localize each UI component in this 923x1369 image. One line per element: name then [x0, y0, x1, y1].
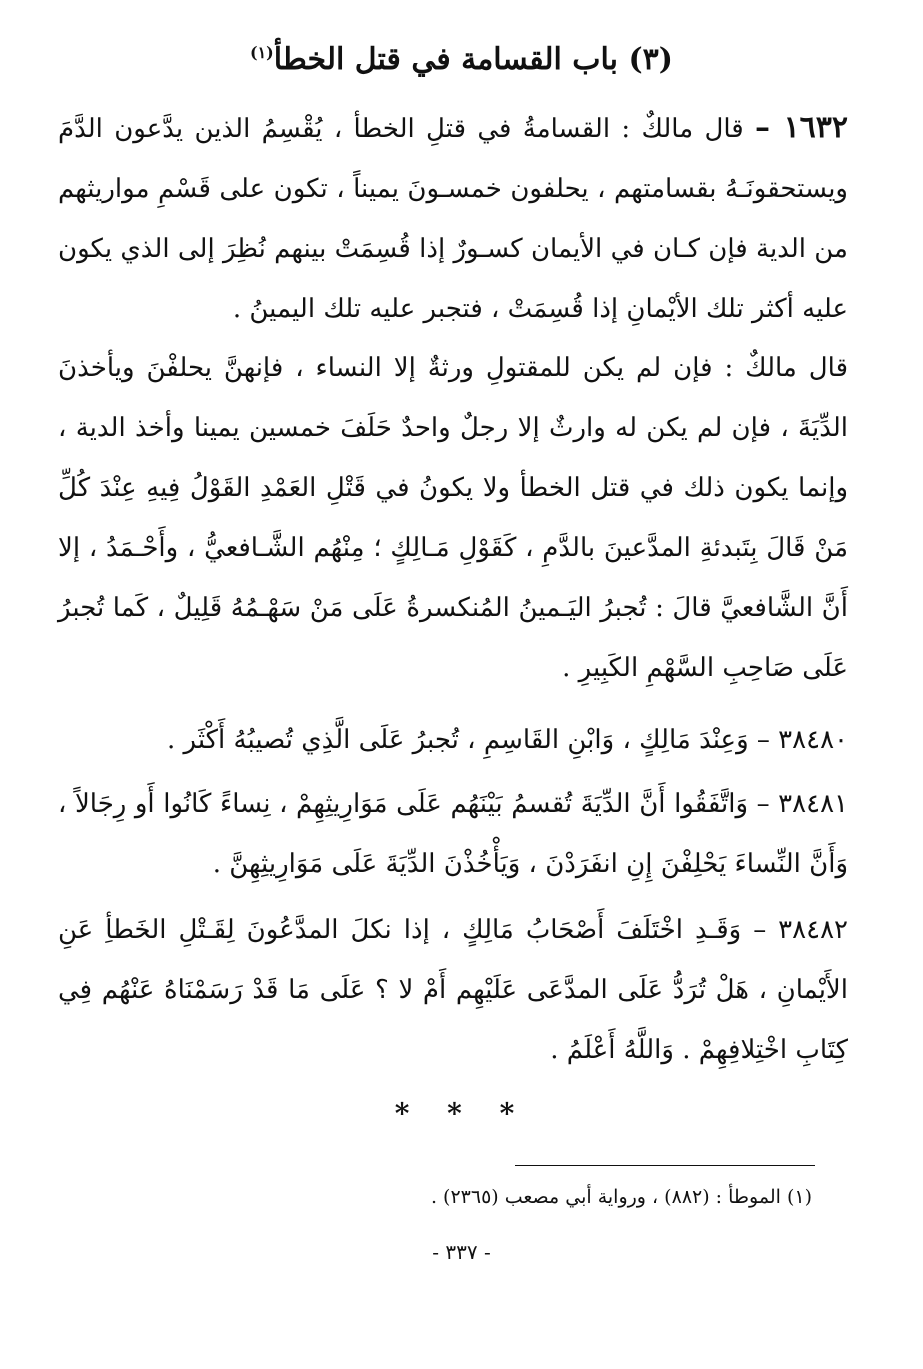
paragraph-38480: [58, 710, 848, 770]
paragraph-number: ٣٨٤٨٢ –: [753, 915, 848, 945]
footnote-divider: [515, 1165, 815, 1166]
paragraph-malik-women: [58, 338, 848, 698]
section-separator: * * *: [394, 1097, 529, 1130]
paragraph-text: وَعِنْدَ مَالِكٍ ، وَابْنِ القَاسِمِ ، تُجبرُ عَلَى الَّذِي تُصيبُهُ أَكْثَر .: [166, 725, 749, 755]
paragraph-1632: [58, 98, 848, 339]
paragraph-38481: [58, 774, 848, 894]
paragraph-text: وَقَـدِ اخْتَلَفَ أَصْحَابُ مَالِكٍ ، إذا نكلَ المدَّعُونَ لِقَـتْلِ الخَطأِ عَنِ الأَيْمانِ ، هَلْ تُرَدُّ عَلَى المدَّعَى عَلَيْهِم أَمْ لا ؟ عَلَى مَا قَدْ رَسَمْنَاهُ عَنْهُم فِي كِتَابِ اخْتِلافِهِمْ . وَاللَّهُ أَعْلَمُ .: [58, 915, 848, 1065]
page-number: - ٣٣٧ -: [432, 1240, 491, 1264]
chapter-heading: [0, 42, 923, 77]
paragraph-text: قال مالكٌ : فإن لم يكن للمقتولِ ورثةٌ إلا النساء ، فإنهنَّ يحلفْنَ ويأخذنَ الدِّيَةَ ، فإن لم يكن له وارثٌ إلا رجلٌ واحدٌ حَلَفَ خمسين يمينا وأخذ الدية ، وإنما يكون ذلك في قتل الخطأ ولا يكونُ في قَتْلِ العَمْدِ القَوْلُ فِيهِ عِنْدَ كُلِّ مَنْ قَالَ بِتَبدئةِ المدَّعينَ بالدَّمِ ، كَقَوْلِ مَـالِكٍ ؛ مِنْهُم الشَّـافعيُّ ، وأَحْـمَدُ ، إلا أَنَّ الشَّافعيَّ قالَ : تُجبرُ اليَـمينُ المُنكسرةُ عَلَى مَنْ سَهْـمُهُ قَلِيلٌ ، كَما تُجبرُ عَلَى صَاحِبِ السَّهْمِ الكَبِيرِ .: [58, 353, 848, 683]
footnote-marker: (١): [250, 43, 274, 62]
paragraph-number: ٣٨٤٨٠ –: [756, 725, 848, 755]
chapter-heading-text: (٣) باب القسامة في قتل الخطأ: [273, 42, 673, 77]
paragraph-number: ٣٨٤٨١ –: [756, 789, 848, 819]
paragraph-text: قال مالكٌ : القسامةُ في قتلِ الخطأ ، يُقْسِمُ الذين يدَّعون الدَّمَ ويستحقونَـهُ بقسامتهم ، يحلفون خمسـونَ يميناً ، تكون على قَسْمِ مواريثهم من الدية فإن كـان في الأيمان كسـورٌ إذا قُسِمَتْ بينهم نُظِرَ إلى الذي يكون عليه أكثر تلك الأيْمانِ إذا قُسِمَتْ ، فتجبر عليه تلك اليمينُ .: [58, 114, 848, 324]
footnote: (١) الموطأ : (٨٨٢) ، ورواية أبي مصعب (٢٣٦٥) .: [430, 1186, 812, 1208]
paragraph-text: وَاتَّفَقُوا أَنَّ الدِّيَةَ تُقسمُ بَيْنَهُم عَلَى مَوَارِيثِهِمْ ، نِساءً كَانُوا أَو رِجَالاً ، وَأَنَّ النِّساءَ يَحْلِفْنَ إِنِ انفَرَدْنَ ، وَيَأْخُذْنَ الدِّيَةَ عَلَى مَوَارِيثِهِنَّ .: [58, 789, 848, 879]
paragraph-38482: [58, 900, 848, 1080]
paragraph-number: ١٦٣٢ –: [755, 110, 849, 145]
